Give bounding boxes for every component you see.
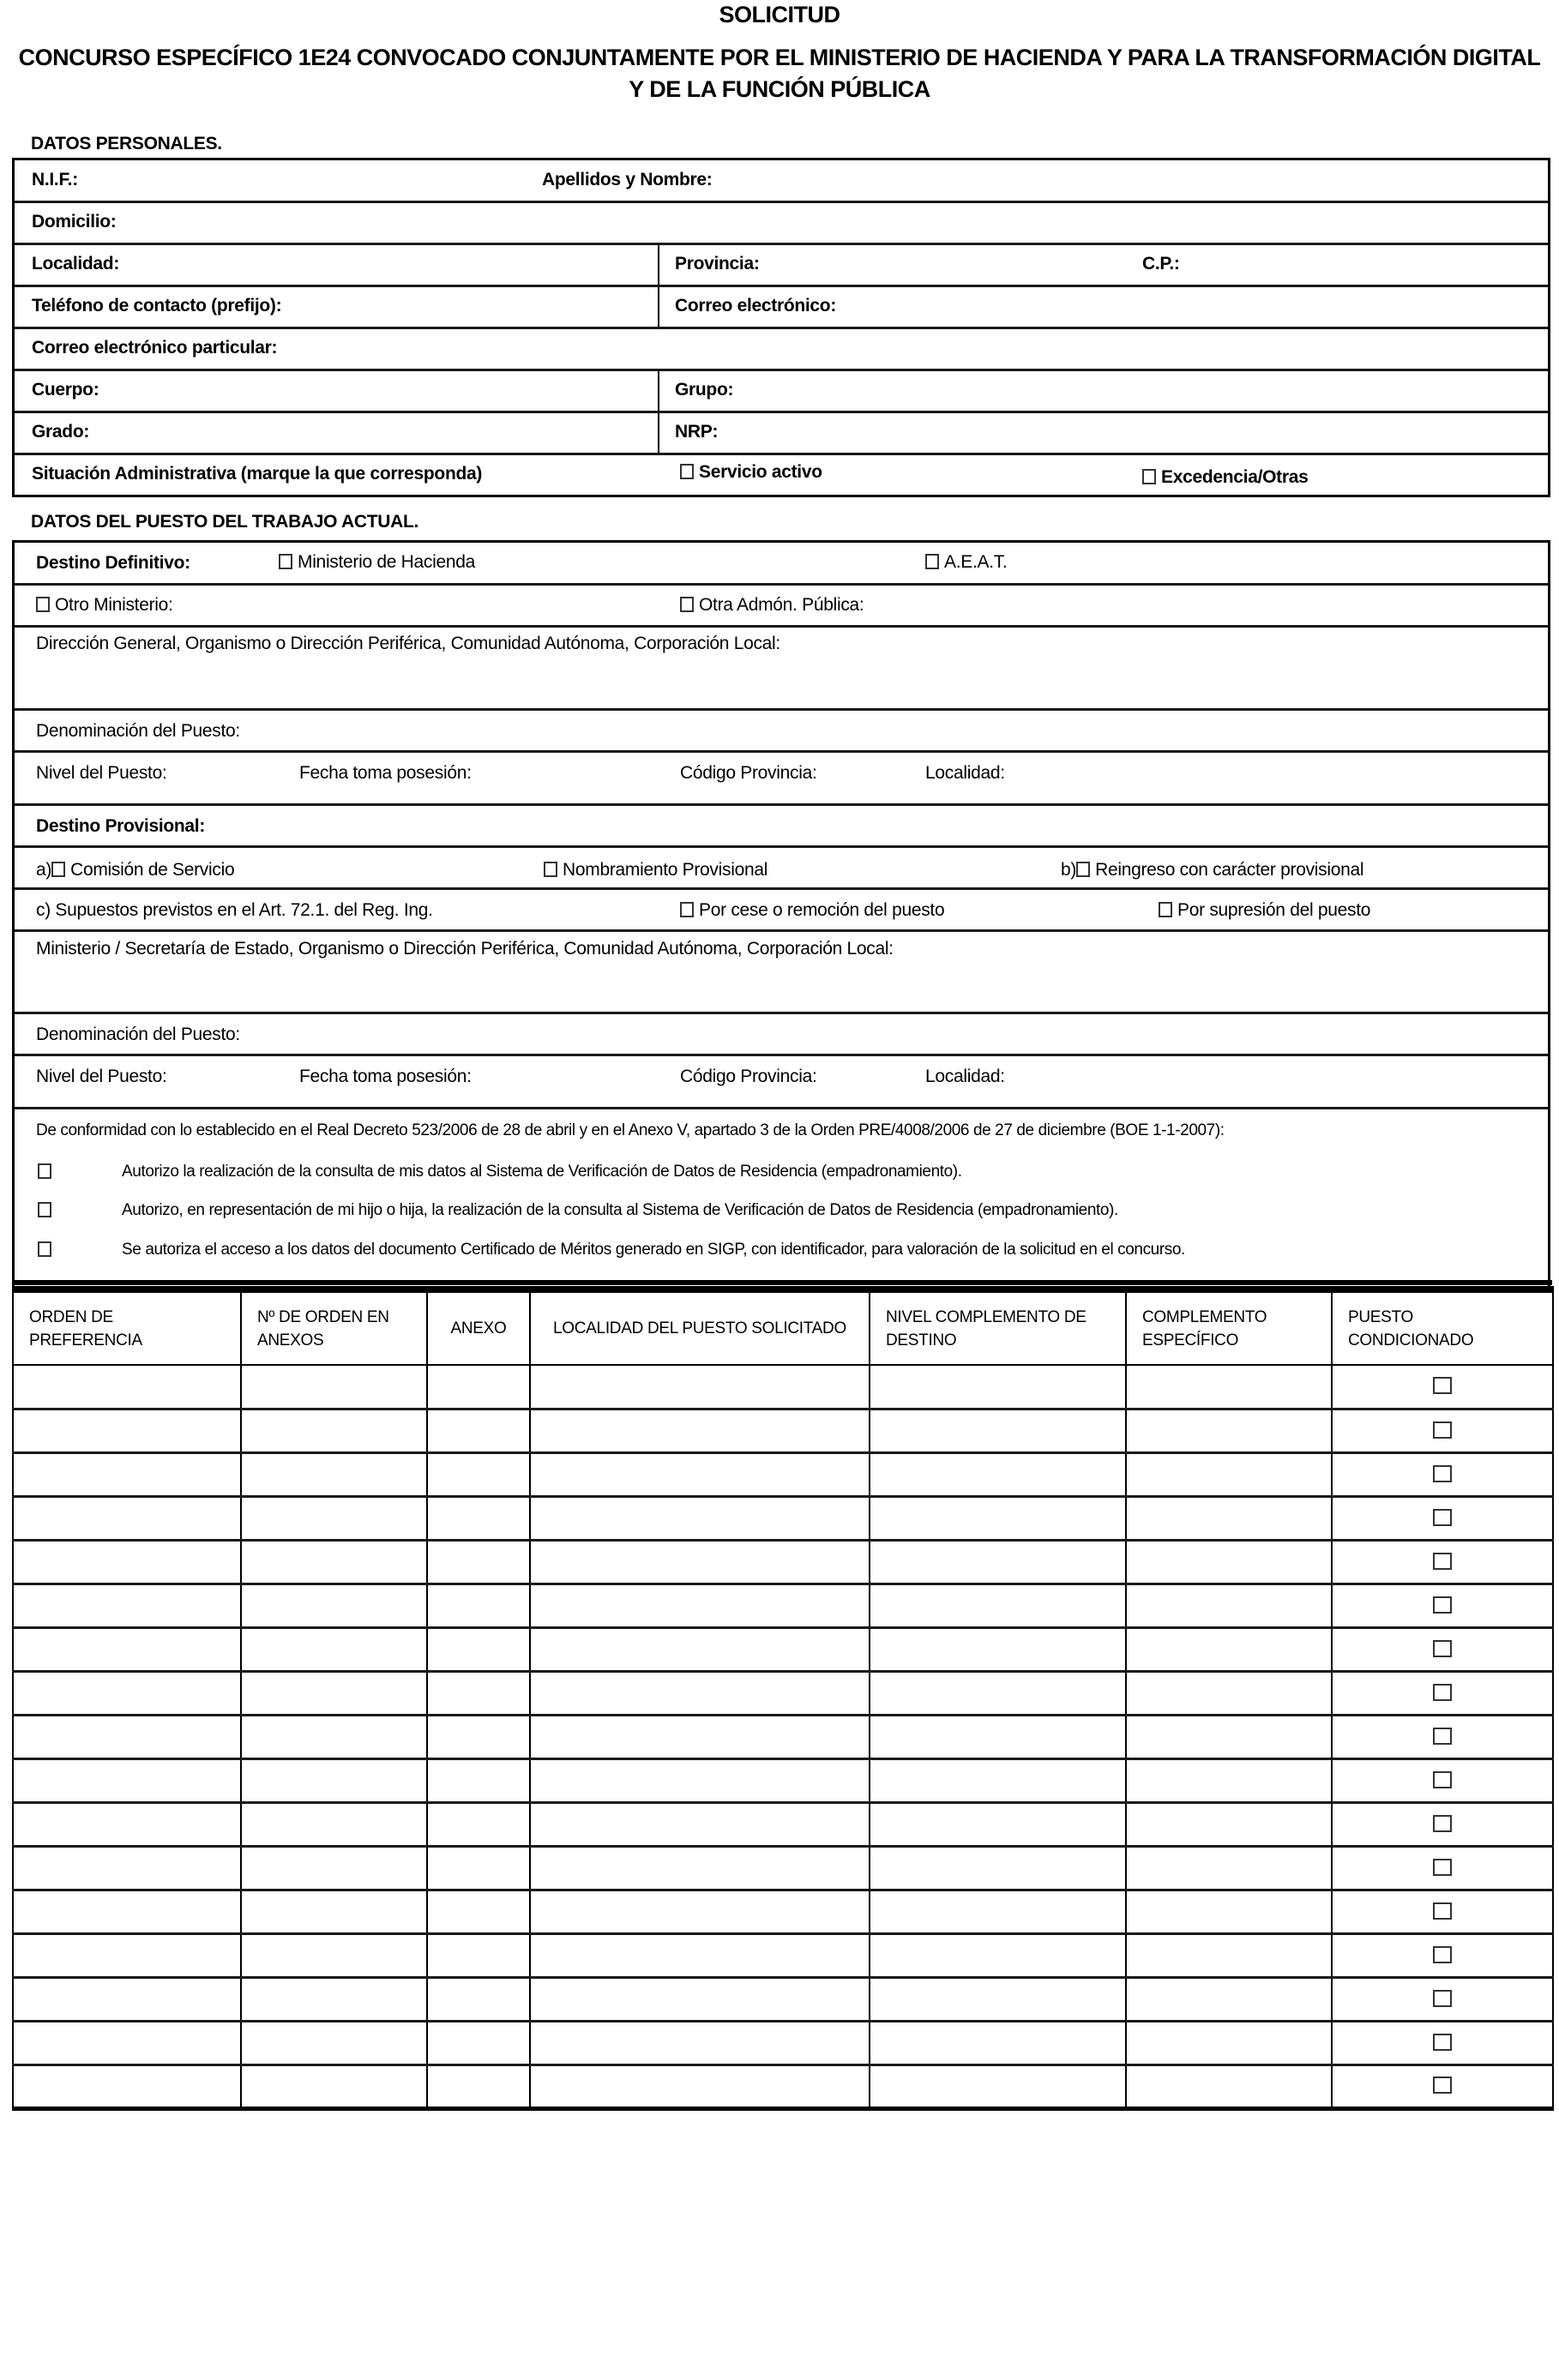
nivel-definitivo-field[interactable]: Nivel del Puesto: [36, 763, 167, 783]
grado-field[interactable]: Grado: [32, 422, 90, 442]
option-label: Otra Admón. Pública: [699, 595, 864, 615]
nivel-complemento-cell[interactable] [870, 1846, 1126, 1890]
puesto-condicionado-checkbox[interactable] [1433, 1902, 1452, 1920]
situacion-label: Situación Administrativa (marque la que corresponda) [32, 464, 483, 484]
table-row [13, 1977, 1553, 2021]
consent-checkbox-2[interactable] [38, 1202, 51, 1217]
organismo-provisional-row [15, 932, 1548, 1014]
cuerpo-field[interactable]: Cuerpo: [32, 380, 99, 400]
nivel-complemento-cell[interactable] [870, 2064, 1126, 2108]
domicilio-field[interactable]: Domicilio: [32, 212, 117, 231]
puesto-condicionado-cell [1332, 1365, 1553, 1409]
codigo-provincia-definitivo-field[interactable]: Código Provincia: [680, 763, 817, 783]
consent-checkbox-1[interactable] [38, 1163, 51, 1179]
orden-preferencia-cell[interactable] [13, 1365, 241, 1409]
puesto-condicionado-cell [1332, 2064, 1553, 2108]
num-orden-anexos-cell[interactable] [241, 1671, 427, 1715]
complemento-especifico-cell[interactable] [1126, 2021, 1332, 2064]
anexo-cell[interactable] [427, 2021, 530, 2064]
num-orden-anexos-cell[interactable] [241, 1365, 427, 1409]
orden-preferencia-cell[interactable] [13, 1890, 241, 1933]
option-prefix: a) [36, 860, 52, 880]
organismo-definitivo-row [15, 628, 1548, 711]
otro-ministerio-row [15, 586, 1548, 628]
puesto-condicionado-checkbox[interactable] [1433, 1946, 1452, 1963]
localidad-cell[interactable] [530, 1758, 870, 1802]
anexo-cell[interactable] [427, 1496, 530, 1540]
complemento-especifico-cell[interactable] [1126, 1540, 1332, 1584]
form-title: SOLICITUD [719, 2, 840, 27]
puesto-condicionado-checkbox[interactable] [1433, 1771, 1452, 1788]
correo-particular-field[interactable]: Correo electrónico particular: [32, 338, 278, 358]
fecha-provisional-field[interactable]: Fecha toma posesión: [299, 1067, 472, 1086]
checkbox-icon[interactable] [680, 597, 694, 612]
nivel-provisional-field[interactable]: Nivel del Puesto: [36, 1067, 167, 1086]
option-label: Reingreso con carácter provisional [1095, 860, 1364, 880]
column-divider [658, 413, 659, 453]
localidad-cell[interactable] [530, 1496, 870, 1540]
nivel-complemento-cell[interactable] [870, 1584, 1126, 1627]
consent-text-1: Autorizo la realización de la consulta de mis datos al Sistema de Verificación de Datos de Residencia (empadronamiento). [122, 1163, 962, 1181]
localidad-cell[interactable] [530, 1715, 870, 1758]
col-header-puesto-condicionado: PUESTO CONDICIONADO [1332, 1289, 1553, 1365]
table-row [13, 1802, 1553, 1846]
apellidos-nombre-field[interactable]: Apellidos y Nombre: [542, 170, 713, 189]
orden-preferencia-cell[interactable] [13, 1846, 241, 1890]
orden-preferencia-cell[interactable] [13, 2064, 241, 2108]
localidad-cell[interactable] [530, 1540, 870, 1584]
localidad-cell[interactable] [530, 1977, 870, 2021]
denominacion-provisional-field[interactable]: Denominación del Puesto: [36, 1025, 240, 1044]
nivel-complemento-cell[interactable] [870, 1715, 1126, 1758]
num-orden-anexos-cell[interactable] [241, 1846, 427, 1890]
grupo-field[interactable]: Grupo: [675, 380, 734, 400]
preferences-table [12, 1286, 1554, 2111]
orden-preferencia-cell[interactable] [13, 1802, 241, 1846]
anexo-cell[interactable] [427, 1846, 530, 1890]
anexo-cell[interactable] [427, 1540, 530, 1584]
checkbox-icon[interactable] [544, 862, 557, 877]
anexo-cell[interactable] [427, 1627, 530, 1671]
anexo-cell[interactable] [427, 1452, 530, 1496]
col-header-anexo: ANEXO [427, 1289, 530, 1365]
checkbox-icon[interactable] [1076, 862, 1090, 877]
provincia-field[interactable]: Provincia: [675, 254, 760, 273]
puesto-condicionado-checkbox[interactable] [1433, 1596, 1452, 1614]
option-excedencia[interactable] [1142, 467, 1308, 488]
option-supresion-puesto[interactable] [1159, 900, 1370, 921]
nrp-field[interactable]: NRP: [675, 422, 719, 442]
nivel-complemento-cell[interactable] [870, 1365, 1126, 1409]
puesto-condicionado-cell [1332, 1540, 1553, 1584]
localidad-cell[interactable] [530, 1671, 870, 1715]
puesto-condicionado-checkbox[interactable] [1433, 2034, 1452, 2051]
cuerpo-row [15, 371, 1548, 413]
nivel-complemento-cell[interactable] [870, 1496, 1126, 1540]
table-row [13, 1890, 1553, 1933]
codigo-provincia-provisional-field[interactable]: Código Provincia: [680, 1067, 817, 1086]
checkbox-icon[interactable] [51, 862, 65, 877]
option-otra-admon[interactable] [680, 595, 864, 616]
puesto-condicionado-cell [1332, 1452, 1553, 1496]
organismo-definitivo-field[interactable]: Dirección General, Organismo o Dirección Periférica, Comunidad Autónoma, Corporación Local: [36, 634, 780, 653]
nivel-complemento-cell[interactable] [870, 1671, 1126, 1715]
option-label: Comisión de Servicio [70, 860, 235, 880]
anexo-cell[interactable] [427, 1409, 530, 1452]
table-row [13, 1846, 1553, 1890]
num-orden-anexos-cell[interactable] [241, 2021, 427, 2064]
checkbox-icon[interactable] [1142, 469, 1156, 484]
situacion-row [15, 455, 1548, 497]
anexo-cell[interactable] [427, 1365, 530, 1409]
nivel-complemento-cell[interactable] [870, 1627, 1126, 1671]
puesto-condicionado-cell [1332, 1627, 1553, 1671]
puesto-condicionado-checkbox[interactable] [1433, 1684, 1452, 1701]
puesto-condicionado-cell [1332, 1977, 1553, 2021]
checkbox-icon[interactable] [680, 902, 694, 917]
complemento-especifico-cell[interactable] [1126, 1933, 1332, 1977]
orden-preferencia-cell[interactable] [13, 1933, 241, 1977]
num-orden-anexos-cell[interactable] [241, 1802, 427, 1846]
option-ministerio-hacienda[interactable] [279, 552, 475, 573]
puesto-condicionado-cell [1332, 1496, 1553, 1540]
localidad-cell[interactable] [530, 1890, 870, 1933]
col-header-nivel-complemento: NIVEL COMPLEMENTO DE DESTINO [870, 1289, 1126, 1365]
localidad-cell[interactable] [530, 1802, 870, 1846]
puesto-condicionado-cell [1332, 1671, 1553, 1715]
checkbox-icon[interactable] [279, 554, 292, 569]
num-orden-anexos-cell[interactable] [241, 1977, 427, 2021]
puesto-condicionado-checkbox[interactable] [1433, 1640, 1452, 1657]
num-orden-anexos-cell[interactable] [241, 1584, 427, 1627]
option-otro-ministerio[interactable] [36, 595, 173, 616]
orden-preferencia-cell[interactable] [13, 1715, 241, 1758]
checkbox-icon[interactable] [1159, 902, 1172, 917]
destino-provisional-label: Destino Provisional: [36, 816, 206, 836]
option-aeat[interactable] [925, 552, 1007, 573]
checkbox-icon[interactable] [680, 464, 694, 479]
localidad-cell[interactable] [530, 1846, 870, 1890]
option-cese-remocion[interactable] [680, 900, 944, 921]
nivel-provisional-row [15, 1056, 1548, 1109]
nivel-complemento-cell[interactable] [870, 1933, 1126, 1977]
puesto-condicionado-checkbox[interactable] [1433, 1377, 1452, 1394]
anexo-cell[interactable] [427, 2064, 530, 2108]
puesto-condicionado-checkbox[interactable] [1433, 1465, 1452, 1482]
num-orden-anexos-cell[interactable] [241, 1933, 427, 1977]
num-orden-anexos-cell[interactable] [241, 1540, 427, 1584]
consent-text-2: Autorizo, en representación de mi hijo o hija, la realización de la consulta al Sistema de Verificación de Datos de Residencia (empadronamiento). [122, 1201, 1118, 1219]
column-divider [658, 287, 659, 327]
anexo-cell[interactable] [427, 1977, 530, 2021]
anexo-cell[interactable] [427, 1584, 530, 1627]
form-subtitle-line1: CONCURSO ESPECÍFICO 1E24 CONVOCADO CONJUNTAMENTE POR EL MINISTERIO DE HACIENDA Y PARA LA TRANSFORMACIÓN DIGITAL [18, 45, 1541, 70]
organismo-provisional-field[interactable]: Ministerio / Secretaría de Estado, Organismo o Dirección Periférica, Comunidad Autónoma, Corporación Local: [36, 939, 894, 959]
complemento-especifico-cell[interactable] [1126, 1496, 1332, 1540]
complemento-especifico-cell[interactable] [1126, 1802, 1332, 1846]
orden-preferencia-cell[interactable] [13, 1584, 241, 1627]
localidad-cell[interactable] [530, 1452, 870, 1496]
puesto-condicionado-checkbox[interactable] [1433, 1815, 1452, 1832]
table-row [13, 1496, 1553, 1540]
fecha-definitivo-field[interactable]: Fecha toma posesión: [299, 763, 472, 783]
current-job-section-title: DATOS DEL PUESTO DEL TRABAJO ACTUAL. [31, 512, 419, 532]
complemento-especifico-cell[interactable] [1126, 1627, 1332, 1671]
num-orden-anexos-cell[interactable] [241, 1627, 427, 1671]
orden-preferencia-cell[interactable] [13, 2021, 241, 2064]
anexo-cell[interactable] [427, 1715, 530, 1758]
complemento-especifico-cell[interactable] [1126, 1758, 1332, 1802]
table-row [13, 1365, 1553, 1409]
orden-preferencia-cell[interactable] [13, 1452, 241, 1496]
correo-field[interactable]: Correo electrónico: [675, 296, 837, 316]
nivel-complemento-cell[interactable] [870, 1540, 1126, 1584]
orden-preferencia-cell[interactable] [13, 1409, 241, 1452]
option-label: Excedencia/Otras [1161, 467, 1309, 487]
checkbox-icon[interactable] [36, 597, 50, 612]
complemento-especifico-cell[interactable] [1126, 2064, 1332, 2108]
complemento-especifico-cell[interactable] [1126, 1365, 1332, 1409]
localidad-row [15, 245, 1548, 287]
complemento-especifico-cell[interactable] [1126, 1890, 1332, 1933]
cp-field[interactable]: C.P.: [1142, 254, 1180, 273]
destino-provisional-row [15, 806, 1548, 848]
complemento-especifico-cell[interactable] [1126, 1409, 1332, 1452]
table-row [13, 1540, 1553, 1584]
grado-row [15, 413, 1548, 455]
num-orden-anexos-cell[interactable] [241, 1496, 427, 1540]
num-orden-anexos-cell[interactable] [241, 1409, 427, 1452]
nivel-complemento-cell[interactable] [870, 1452, 1126, 1496]
table-row [13, 1584, 1553, 1627]
personal-data-box [12, 158, 1550, 497]
puesto-condicionado-checkbox[interactable] [1433, 1728, 1452, 1745]
col-header-orden-preferencia: ORDEN DE PREFERENCIA [13, 1289, 241, 1365]
option-reingreso-provisional[interactable] [1061, 860, 1363, 880]
puesto-condicionado-cell [1332, 1846, 1553, 1890]
col-header-num-orden-anexos: Nº DE ORDEN EN ANEXOS [241, 1289, 427, 1365]
localidad-cell[interactable] [530, 2021, 870, 2064]
table-row [13, 1758, 1553, 1802]
table-row [13, 1671, 1553, 1715]
consent-checkbox-3[interactable] [38, 1241, 51, 1257]
orden-preferencia-cell[interactable] [13, 1540, 241, 1584]
option-label: Servicio activo [699, 462, 822, 482]
nivel-complemento-cell[interactable] [870, 1758, 1126, 1802]
localidad-provisional-field[interactable]: Localidad: [925, 1067, 1005, 1086]
checkbox-icon[interactable] [925, 554, 939, 569]
col-header-complemento-especifico: COMPLEMENTO ESPECÍFICO [1126, 1289, 1332, 1365]
col-header-localidad: LOCALIDAD DEL PUESTO SOLICITADO [530, 1289, 870, 1365]
table-row [13, 1715, 1553, 1758]
orden-preferencia-cell[interactable] [13, 1977, 241, 2021]
consent-text-3: Se autoriza el acceso a los datos del documento Certificado de Méritos generado en SIGP, con identificador, para valoración de la solicitud en el concurso. [122, 1241, 1185, 1259]
nivel-definitivo-row [15, 753, 1548, 806]
num-orden-anexos-cell[interactable] [241, 1758, 427, 1802]
nif-row [15, 160, 1548, 203]
telefono-field[interactable]: Teléfono de contacto (prefijo): [32, 296, 282, 316]
puesto-condicionado-checkbox[interactable] [1433, 2076, 1452, 2094]
destino-definitivo-label: Destino Definitivo: [36, 553, 190, 573]
localidad-cell[interactable] [530, 1584, 870, 1627]
correo-particular-row [15, 329, 1548, 371]
orden-preferencia-cell[interactable] [13, 1496, 241, 1540]
nivel-complemento-cell[interactable] [870, 1890, 1126, 1933]
personal-section-title: DATOS PERSONALES. [31, 134, 222, 153]
complemento-especifico-cell[interactable] [1126, 1671, 1332, 1715]
supuestos-row [15, 890, 1548, 932]
complemento-especifico-cell[interactable] [1126, 1452, 1332, 1496]
denominacion-definitivo-row [15, 711, 1548, 753]
anexo-cell[interactable] [427, 1890, 530, 1933]
option-prefix: b) [1061, 860, 1077, 880]
puesto-condicionado-cell [1332, 1409, 1553, 1452]
puesto-condicionado-checkbox[interactable] [1433, 1553, 1452, 1570]
supuestos-label: c) Supuestos previstos en el Art. 72.1. del Reg. Ing. [36, 900, 433, 920]
localidad-cell[interactable] [530, 1409, 870, 1452]
complemento-especifico-cell[interactable] [1126, 1584, 1332, 1627]
table-row [13, 1933, 1553, 1977]
num-orden-anexos-cell[interactable] [241, 1452, 427, 1496]
puesto-condicionado-cell [1332, 1758, 1553, 1802]
option-nombramiento-provisional[interactable] [544, 860, 767, 880]
denominacion-definitivo-field[interactable]: Denominación del Puesto: [36, 721, 240, 741]
column-divider [658, 245, 659, 285]
complemento-especifico-cell[interactable] [1126, 1977, 1332, 2021]
puesto-condicionado-checkbox[interactable] [1433, 1859, 1452, 1876]
form-subtitle-line2: Y DE LA FUNCIÓN PÚBLICA [629, 76, 930, 102]
anexo-cell[interactable] [427, 1933, 530, 1977]
puesto-condicionado-cell [1332, 2021, 1553, 2064]
complemento-especifico-cell[interactable] [1126, 1846, 1332, 1890]
nivel-complemento-cell[interactable] [870, 1409, 1126, 1452]
domicilio-row [15, 203, 1548, 245]
table-row [13, 1627, 1553, 1671]
num-orden-anexos-cell[interactable] [241, 1890, 427, 1933]
puesto-condicionado-checkbox[interactable] [1433, 1509, 1452, 1526]
puesto-condicionado-checkbox[interactable] [1433, 1421, 1452, 1439]
option-servicio-activo[interactable] [680, 462, 822, 483]
table-row [13, 2021, 1553, 2064]
table-header-row [13, 1289, 1553, 1365]
localidad-cell[interactable] [530, 1365, 870, 1409]
anexo-cell[interactable] [427, 1802, 530, 1846]
localidad-cell[interactable] [530, 1627, 870, 1671]
num-orden-anexos-cell[interactable] [241, 2064, 427, 2108]
orden-preferencia-cell[interactable] [13, 1758, 241, 1802]
option-label: Nombramiento Provisional [563, 860, 768, 880]
nivel-complemento-cell[interactable] [870, 2021, 1126, 2064]
puesto-condicionado-cell [1332, 1584, 1553, 1627]
table-row [13, 2064, 1553, 2108]
anexo-cell[interactable] [427, 1758, 530, 1802]
localidad-definitivo-field[interactable]: Localidad: [925, 763, 1005, 783]
option-label: A.E.A.T. [944, 552, 1008, 572]
num-orden-anexos-cell[interactable] [241, 1715, 427, 1758]
consent-block [15, 1109, 1548, 1286]
table-row [13, 1409, 1553, 1452]
complemento-especifico-cell[interactable] [1126, 1715, 1332, 1758]
option-label: Por supresión del puesto [1177, 900, 1371, 920]
option-label: Por cese o remoción del puesto [699, 900, 945, 920]
option-label: Ministerio de Hacienda [298, 552, 476, 572]
consent-intro: De conformidad con lo establecido en el Real Decreto 523/2006 de 28 de abril y en el Anexo V, apartado 3 de la Orden PRE/4008/2006 de 27 de diciembre (BOE 1-1-2007): [36, 1121, 1225, 1139]
current-job-box [12, 540, 1550, 1286]
orden-preferencia-cell[interactable] [13, 1627, 241, 1671]
localidad-field[interactable]: Localidad: [32, 254, 120, 273]
puesto-condicionado-cell [1332, 1890, 1553, 1933]
localidad-cell[interactable] [530, 2064, 870, 2108]
column-divider [658, 371, 659, 411]
nivel-complemento-cell[interactable] [870, 1977, 1126, 2021]
puesto-condicionado-cell [1332, 1802, 1553, 1846]
denominacion-provisional-row [15, 1014, 1548, 1056]
orden-preferencia-cell[interactable] [13, 1671, 241, 1715]
destino-definitivo-row [15, 543, 1548, 586]
separator-rule [12, 1280, 1552, 1285]
anexo-cell[interactable] [427, 1671, 530, 1715]
provisional-options-row [15, 848, 1548, 890]
option-label: Otro Ministerio: [55, 595, 173, 615]
telefono-row [15, 287, 1548, 329]
option-comision-servicio[interactable] [36, 860, 234, 880]
localidad-cell[interactable] [530, 1933, 870, 1977]
table-row [13, 1452, 1553, 1496]
puesto-condicionado-cell [1332, 1933, 1553, 1977]
puesto-condicionado-checkbox[interactable] [1433, 1990, 1452, 2007]
nif-field[interactable]: N.I.F.: [32, 170, 78, 189]
puesto-condicionado-cell [1332, 1715, 1553, 1758]
nivel-complemento-cell[interactable] [870, 1802, 1126, 1846]
